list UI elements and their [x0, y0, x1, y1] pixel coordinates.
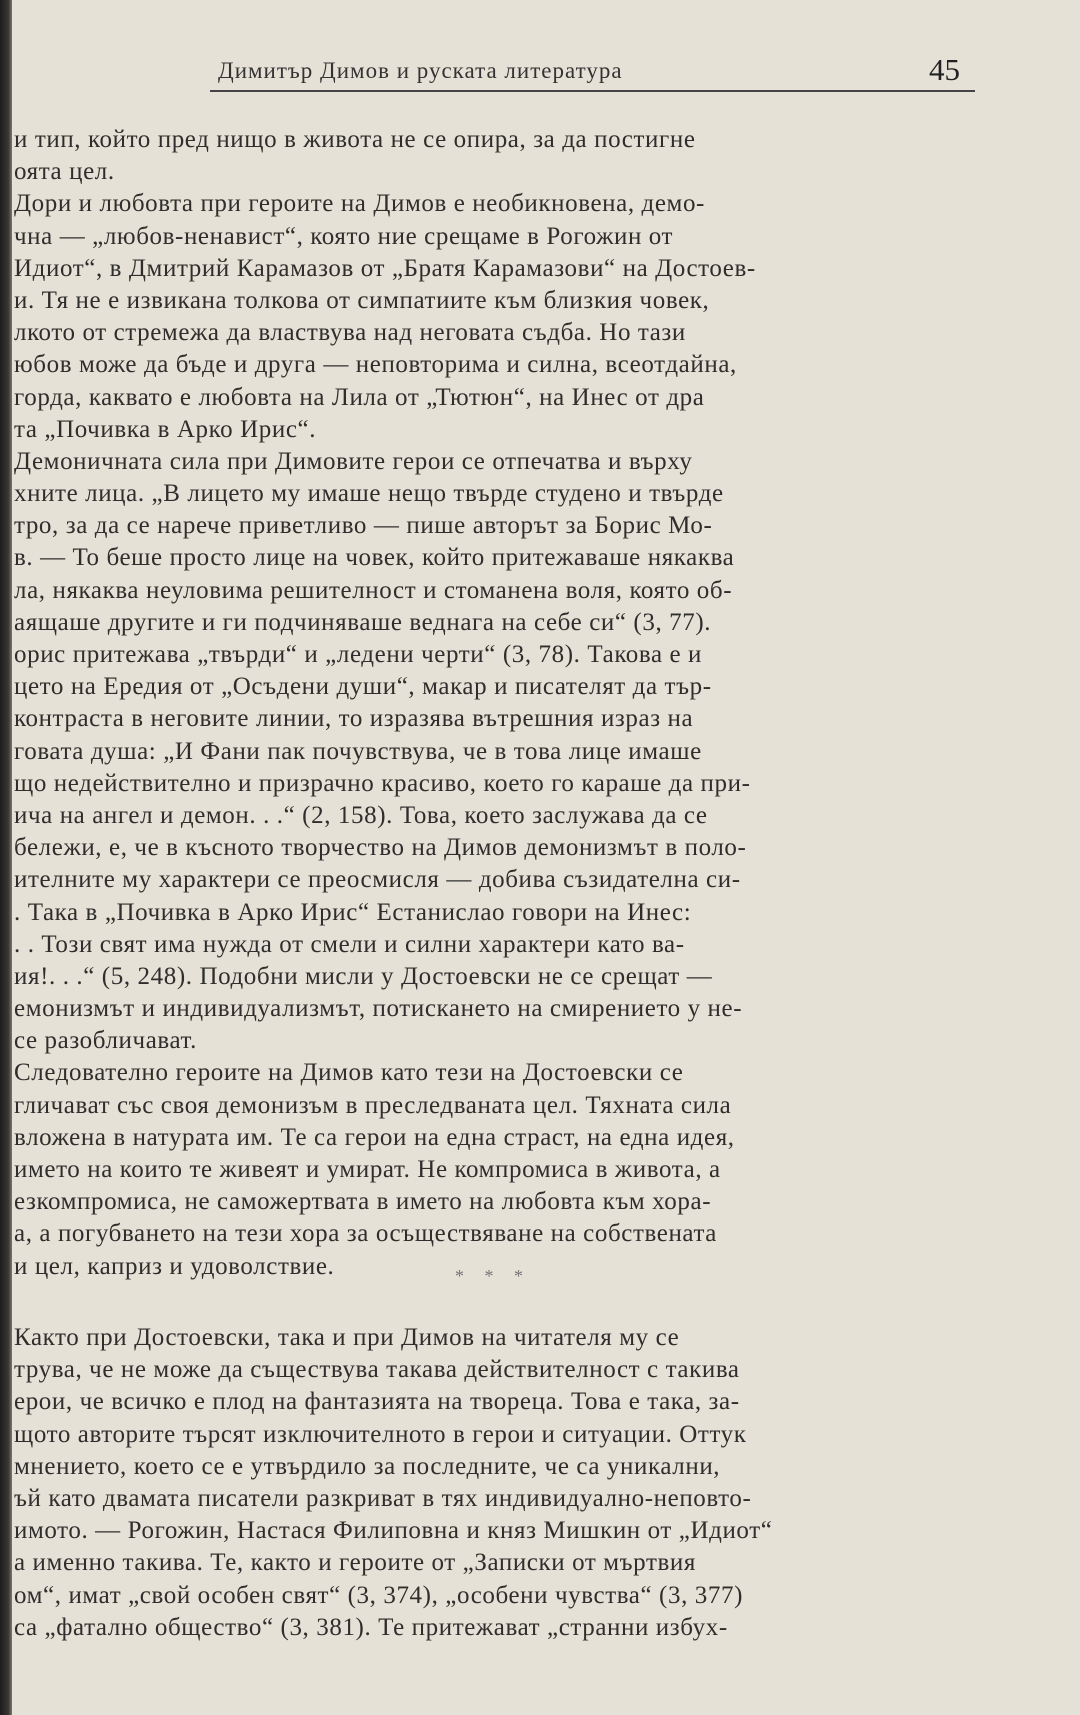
text-line: контраста в неговите линии, то изразява вътрешния израз на: [14, 705, 694, 733]
text-line: хните лица. „В лицето му имаше нещо твърде студено и твърде: [14, 480, 724, 508]
text-line: щото авторите търсят изключителното в герои и ситуации. Оттук: [14, 1420, 747, 1448]
text-line: орис притежава „твърди“ и „ледени черти“ (3, 78). Такова е и: [14, 641, 703, 668]
text-line: езкомпромиса, не саможертвата в името на любовта към хора-: [14, 1188, 712, 1216]
text-line: ом“, имат „свой особен свят“ (3, 374), „особени чувства“ (3, 377): [14, 1581, 744, 1609]
text-line: чна — „любов-ненавист“, която ние срещаме в Рогожин от: [14, 222, 674, 250]
text-line: Както при Достоевски, така и при Димов на читателя му се: [14, 1324, 680, 1351]
book-spine-shadow: [0, 0, 12, 1715]
text-line: ъй като двамата писатели разкриват в тях индивидуално-неповто-: [14, 1484, 752, 1512]
text-line: а именно такива. Те, както и героите от „Записки от мъртвия: [14, 1549, 696, 1577]
text-line: емонизмът и индивидуализмът, потискането на смирението у не-: [14, 995, 743, 1023]
running-title: Димитър Димов и руската литература: [218, 58, 623, 83]
text-line: що недействително и призрачно красиво, което го караше да при-: [14, 769, 751, 797]
text-line: и. Тя не е извикана толкова от симпатиите към близкия човек,: [14, 286, 710, 314]
text-line: имото. — Рогожин, Настася Филиповна и княз Мишкин от „Идиот“: [14, 1517, 773, 1545]
text-line: юбов може да бъде и друга — неповторима и силна, всеотдайна,: [14, 351, 737, 379]
text-line: гличават със своя демонизъм в преследваната цел. Тяхната сила: [14, 1091, 732, 1119]
running-head: [210, 54, 970, 94]
text-line: цето на Ередия от „Осъдени души“, макар и писателят да тър-: [14, 673, 712, 701]
text-line: тро, за да се нарече приветливо — пише авторът за Борис Мо-: [14, 512, 713, 540]
text-line: оята цел.: [14, 158, 115, 186]
section-separator: * * *: [455, 1266, 531, 1286]
text-line: трува, че не може да съществува такава действителност с такива: [14, 1356, 740, 1384]
text-line: ерои, че всичко е плод на фантазията на твореца. Това е така, за-: [14, 1388, 740, 1416]
text-block-1: [14, 124, 1014, 1283]
text-line: аящаше другите и ги подчиняваше веднага на себе си“ (3, 77).: [14, 608, 712, 636]
text-line: Идиот“, в Дмитрий Карамазов от „Братя Карамазови“ на Достоев-: [14, 254, 756, 282]
text-line: ла, някаква неуловима решителност и стоманена воля, която об-: [14, 576, 733, 604]
text-line: говата душа: „И Фани пак почувствува, че в това лице имаше: [14, 737, 702, 765]
header-rule: [210, 90, 975, 92]
text-line: горда, каквато е любовта на Лила от „Тютюн“, на Инес от дра: [14, 383, 705, 411]
text-line: вложена в натурата им. Те са герои на една страст, на една идея,: [14, 1123, 735, 1151]
text-line: а, а погубването на тези хора за осъществяване на собствената: [14, 1220, 718, 1248]
text-line: са „фатално общество“ (3, 381). Те притежават „странни избух-: [14, 1613, 728, 1641]
text-line: Дори и любовта при героите на Димов е необикновена, демо-: [14, 190, 705, 218]
page-number: 45: [929, 52, 960, 87]
text-line: името на които те живеят и умират. Не компромиса в живота, а: [14, 1156, 721, 1183]
text-line: та „Почивка в Арко Ирис“.: [14, 415, 317, 443]
text-line: в. — То беше просто лице на човек, който притежаваше някаква: [14, 544, 735, 572]
text-line: . Така в „Почивка в Арко Ирис“ Естанислао говори на Инес:: [14, 898, 692, 926]
text-line: Следователно героите на Димов като тези на Достоевски се: [14, 1059, 684, 1087]
text-line: и тип, който пред нищо в живота не се опира, за да постигне: [14, 126, 696, 153]
text-line: мнението, което се е утвърдило за последните, че са уникални,: [14, 1452, 721, 1480]
text-line: ителните му характери се преосмисля — добива съзидателна си-: [14, 866, 741, 894]
text-line: се разобличават.: [14, 1027, 198, 1055]
text-line: лкото от стремежа да властвува над неговата съдба. Но тази: [14, 319, 686, 347]
text-line: и цел, каприз и удоволствие.: [14, 1252, 335, 1280]
text-block-2: [14, 1322, 1014, 1644]
text-line: Демоничната сила при Димовите герои се отпечатва и върху: [14, 447, 693, 475]
text-line: . . Този свят има нужда от смели и силни характери като ва-: [14, 930, 685, 958]
text-line: ича на ангел и демон. . .“ (2, 158). Това, което заслужава да се: [14, 801, 708, 829]
text-line: бележи, е, че в късното творчество на Димов демонизмът в поло-: [14, 834, 747, 862]
text-line: ия!. . .“ (5, 248). Подобни мисли у Достоевски не се срещат —: [14, 962, 713, 990]
